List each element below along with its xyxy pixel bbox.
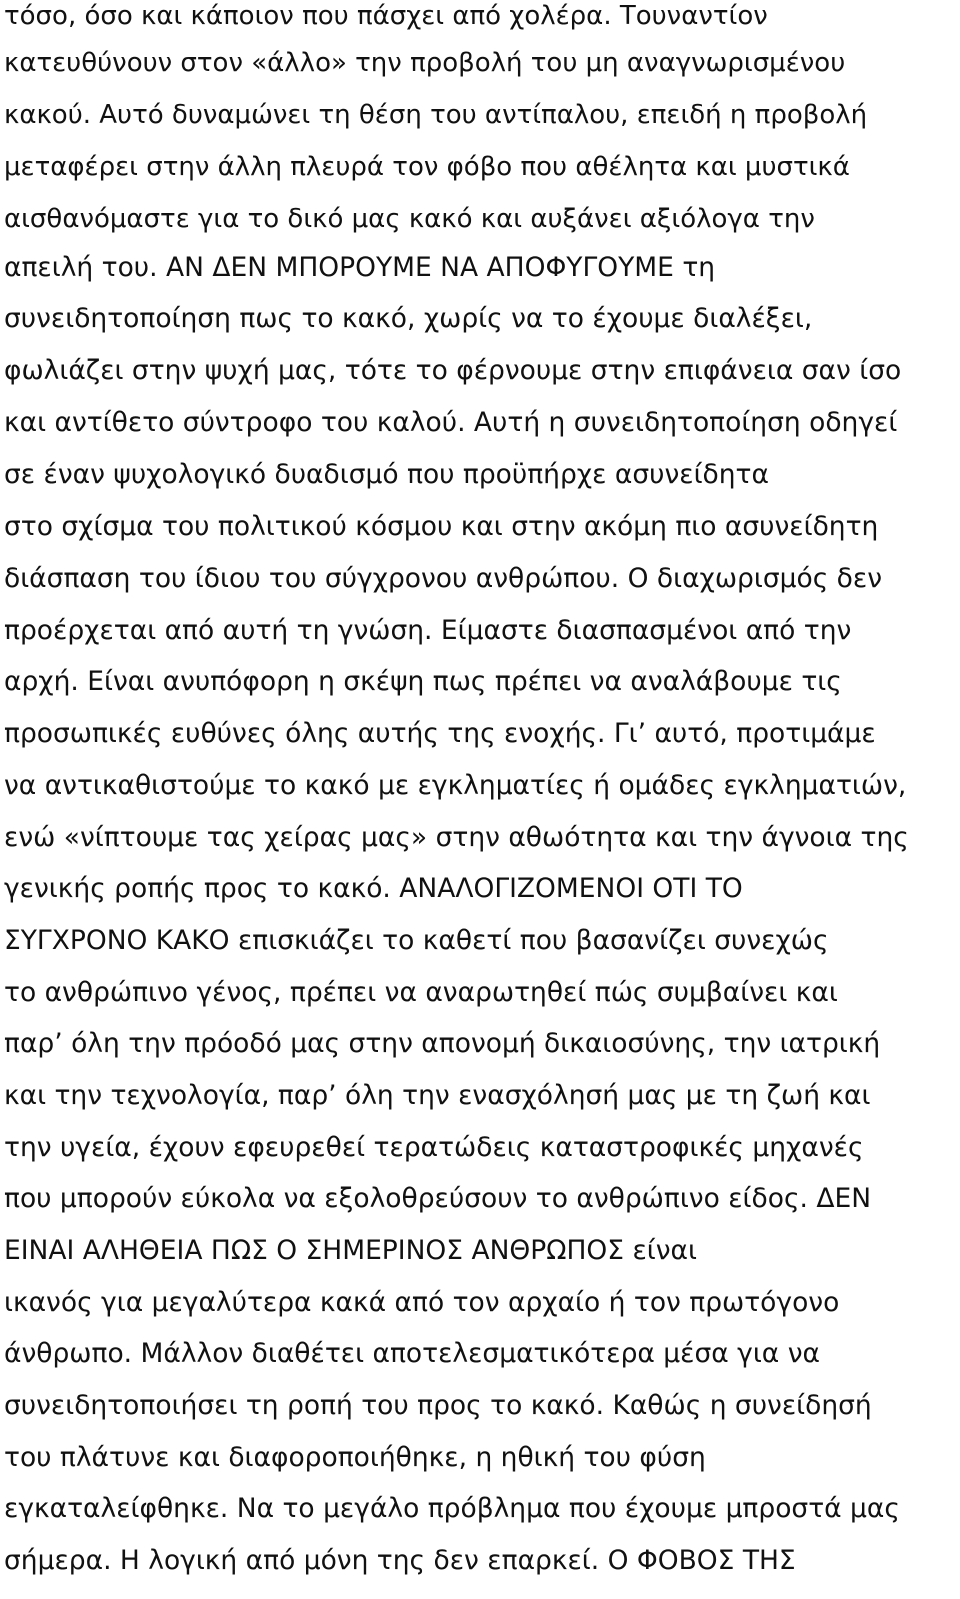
text-line: απειλή του. ΑΝ ΔΕΝ ΜΠΟΡΟΥΜΕ ΝΑ ΑΠΟΦΥΓΟΥΜΕ τη bbox=[4, 252, 716, 283]
text-line: και την τεχνολογία, παρ’ όλη την ενασχόλησή μας με τη ζωή και bbox=[4, 1080, 871, 1111]
text-line: διάσπαση του ίδιου του σύγχρονου ανθρώπου. Ο διαχωρισμός δεν bbox=[4, 563, 883, 594]
text-line: προσωπικές ευθύνες όλης αυτής της ενοχής. Γι’ αυτό, προτιμάμε bbox=[4, 718, 876, 749]
text-line: και αντίθετο σύντροφο του καλού. Αυτή η συνειδητοποίηση οδηγεί bbox=[4, 407, 898, 438]
text-line: ΣΥΓΧΡΟΝΟ ΚΑΚΟ επισκιάζει το καθετί που βασανίζει συνεχώς bbox=[4, 925, 829, 956]
text-line: τόσο, όσο και κάποιον που πάσχει από χολέρα. Τουναντίον bbox=[4, 1, 768, 31]
text-line: στο σχίσμα του πολιτικού κόσμου και στην ακόμη πιο ασυνείδητη bbox=[4, 511, 879, 542]
text-line: ικανός για μεγαλύτερα κακά από τον αρχαίο ή τον πρωτόγονο bbox=[4, 1287, 840, 1318]
text-line: αρχή. Είναι ανυπόφορη η σκέψη πως πρέπει να αναλάβουμε τις bbox=[4, 666, 842, 697]
text-line: φωλιάζει στην ψυχή μας, τότε το φέρνουμε στην επιφάνεια σαν ίσο bbox=[4, 355, 902, 386]
text-line: παρ’ όλη την πρόοδό μας στην απονομή δικαιοσύνης, την ιατρική bbox=[4, 1028, 881, 1059]
text-line: εγκαταλείφθηκε. Να το μεγάλο πρόβλημα που έχουμε μπροστά μας bbox=[4, 1493, 900, 1524]
text-line: σήμερα. Η λογική από μόνη της δεν επαρκεί. Ο ΦΟΒΟΣ ΤΗΣ bbox=[4, 1545, 796, 1576]
text-line: συνειδητοποιήσει τη ροπή του προς το κακό. Καθώς η συνείδησή bbox=[4, 1390, 872, 1421]
text-line: μεταφέρει στην άλλη πλευρά τον φόβο που αθέλητα και μυστικά bbox=[4, 152, 850, 182]
text-line: γενικής ροπής προς το κακό. ΑΝΑΛΟΓΙΖΟΜΕΝΟΙ ΟΤΙ ΤΟ bbox=[4, 873, 743, 904]
text-line: ενώ «νίπτουμε τας χείρας μας» στην αθωότητα και την άγνοια της bbox=[4, 822, 909, 853]
text-line: κακού. Αυτό δυναμώνει τη θέση του αντίπαλου, επειδή η προβολή bbox=[4, 100, 868, 130]
text-line: που μπορούν εύκολα να εξολοθρεύσουν το ανθρώπινο είδος. ΔΕΝ bbox=[4, 1183, 872, 1214]
text-line: ΕΙΝΑΙ ΑΛΗΘΕΙΑ ΠΩΣ Ο ΣΗΜΕΡΙΝΟΣ ΑΝΘΡΩΠΟΣ είναι bbox=[4, 1235, 697, 1266]
text-line: προέρχεται από αυτή τη γνώση. Είμαστε διασπασμένοι από την bbox=[4, 615, 852, 646]
text-line: αισθανόμαστε για το δικό μας κακό και αυξάνει αξιόλογα την bbox=[4, 204, 815, 234]
text-line: σε έναν ψυχολογικό δυαδισμό που προϋπήρχε ασυνείδητα bbox=[4, 459, 769, 490]
text-line: κατευθύνουν στον «άλλο» την προβολή του μη αναγνωρισμένου bbox=[4, 48, 846, 78]
text-line: άνθρωπο. Μάλλον διαθέτει αποτελεσματικότερα μέσα για να bbox=[4, 1338, 820, 1369]
text-line: του πλάτυνε και διαφοροποιήθηκε, η ηθική του φύση bbox=[4, 1442, 706, 1473]
text-line: το ανθρώπινο γένος, πρέπει να αναρωτηθεί πώς συμβαίνει και bbox=[4, 977, 838, 1008]
text-line: συνειδητοποίηση πως το κακό, χωρίς να το έχουμε διαλέξει, bbox=[4, 303, 813, 334]
text-line: την υγεία, έχουν εφευρεθεί τερατώδεις καταστροφικές μηχανές bbox=[4, 1132, 864, 1163]
text-line: να αντικαθιστούμε το κακό με εγκληματίες ή ομάδες εγκληματιών, bbox=[4, 770, 907, 801]
